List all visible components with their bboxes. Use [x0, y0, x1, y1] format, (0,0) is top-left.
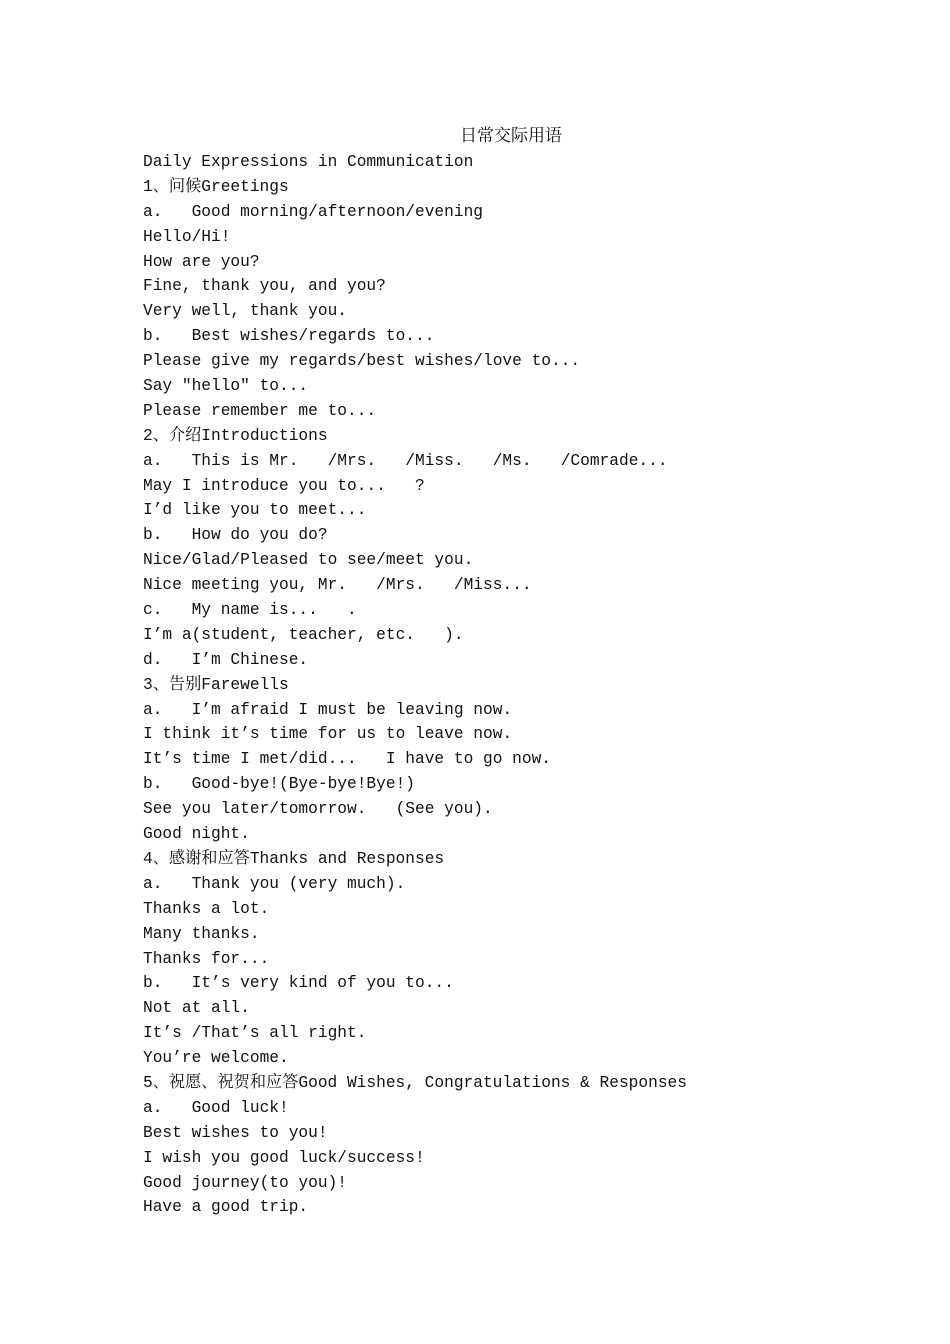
text-line: b. How do you do? — [143, 526, 328, 545]
text-line: I think it’s time for us to leave now. — [143, 725, 513, 744]
text-line: b. Best wishes/regards to... — [143, 327, 435, 346]
text-line: 1、问候Greetings — [143, 177, 289, 196]
text-line: Nice/Glad/Pleased to see/meet you. — [143, 551, 474, 570]
text-line: a. This is Mr. /Mrs. /Miss. /Ms. /Comrade... — [143, 451, 668, 470]
text-line: Not at all. — [143, 999, 250, 1018]
text-line: It’s /That’s all right. — [143, 1024, 367, 1043]
text-line: I’d like you to meet... — [143, 501, 367, 520]
text-line: Please remember me to... — [143, 401, 377, 420]
text-line: Many thanks. — [143, 924, 260, 943]
text-line: Good night. — [143, 825, 250, 844]
text-line: It’s time I met/did... I have to go now. — [143, 750, 551, 769]
text-line: 2、介绍Introductions — [143, 426, 328, 445]
text-line: Very well, thank you. — [143, 302, 347, 321]
text-line: c. My name is... . — [143, 601, 357, 620]
text-line: a. Thank you (very much). — [143, 874, 406, 893]
text-line: You’re welcome. — [143, 1049, 289, 1068]
text-line: Daily Expressions in Communication — [143, 153, 474, 171]
text-line: Thanks for... — [143, 949, 270, 968]
text-line: I’m a(student, teacher, etc. ). — [143, 625, 464, 644]
text-line: 5、祝愿、祝贺和应答Good Wishes, Congratulations & Responses — [143, 1073, 687, 1092]
text-line: See you later/tomorrow. (See you). — [143, 800, 493, 819]
text-line: Hello/Hi! — [143, 227, 231, 246]
text-line: a. Good morning/afternoon/evening — [143, 202, 483, 221]
text-line: Fine, thank you, and you? — [143, 277, 386, 296]
text-line: Have a good trip. — [143, 1198, 309, 1217]
text-line: 3、告别Farewells — [143, 675, 289, 694]
document-body — [143, 150, 933, 1220]
text-line: May I introduce you to... ? — [143, 476, 425, 495]
text-line: b. It’s very kind of you to... — [143, 974, 454, 993]
text-line: d. I’m Chinese. — [143, 650, 309, 669]
document-title: 日常交际用语 — [460, 126, 562, 146]
text-line: How are you? — [143, 252, 260, 271]
text-line: Say "hello" to... — [143, 377, 309, 396]
text-line: Please give my regards/best wishes/love to... — [143, 352, 581, 371]
text-line: Best wishes to you! — [143, 1123, 328, 1142]
text-line: a. I’m afraid I must be leaving now. — [143, 700, 513, 719]
text-line: 4、感谢和应答Thanks and Responses — [143, 849, 445, 868]
text-line: I wish you good luck/success! — [143, 1148, 425, 1167]
text-line: Thanks a lot. — [143, 899, 270, 918]
text-line: Good journey(to you)! — [143, 1173, 347, 1192]
text-line: Nice meeting you, Mr. /Mrs. /Miss... — [143, 576, 532, 595]
text-line: a. Good luck! — [143, 1098, 289, 1117]
text-line: b. Good-bye!(Bye-bye!Bye!) — [143, 775, 415, 794]
